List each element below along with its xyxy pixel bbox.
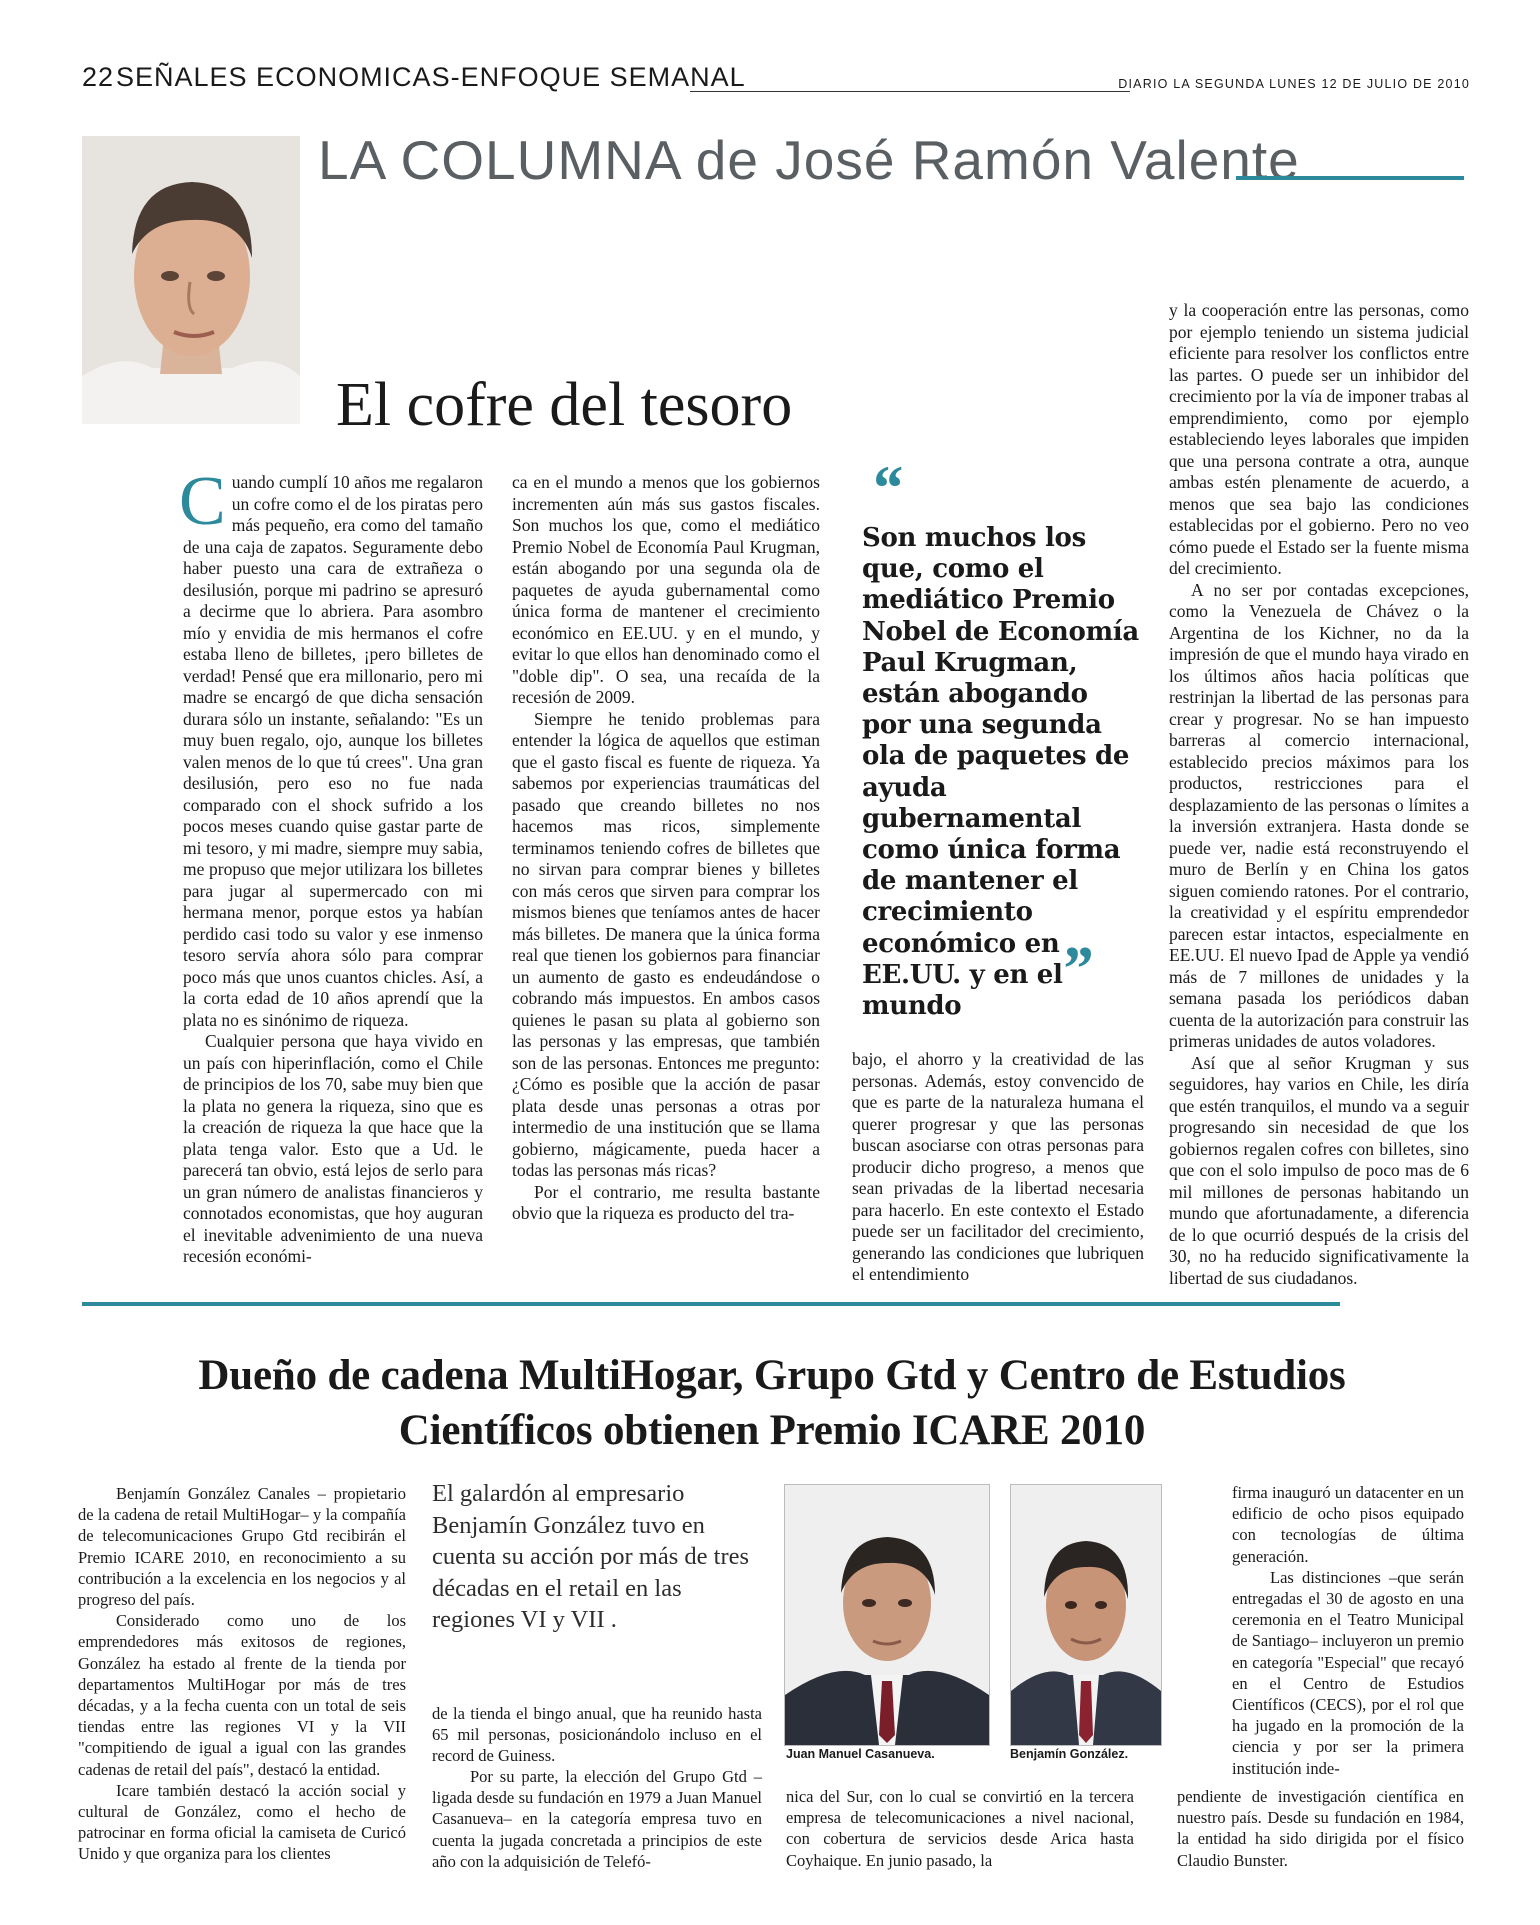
paragraph: Cualquier persona que haya vivido en un país con hiperinflación, como el Chile de principios de los 70, sabe muy bien que la plata no genera la riqueza, sino que es la creación de riqueza la que hace que la plata tenga valor. Esto que a Ud. le parecerá tan obvio, está lejos de serlo para un gran número de analistas financieros y connotados economistas, que hoy auguran el inevitable advenimiento de una nueva recesión económi-: [183, 1031, 483, 1266]
column-title-rule: [1236, 176, 1464, 180]
section-title: SEÑALES ECONOMICAS-ENFOQUE SEMANAL: [116, 62, 746, 92]
article-headline: El cofre del tesoro: [336, 371, 793, 439]
story2-column-4: [1232, 1482, 1464, 1779]
quote-close-mark: ”: [1060, 933, 1092, 1004]
author-photo: [82, 136, 300, 424]
story2-column-2b: [432, 1766, 762, 1872]
page-number: 22: [82, 62, 115, 92]
paragraph: firma inauguró un datacenter en un edificio de ocho pisos equipado con tecnologías de última generación.: [1232, 1483, 1464, 1566]
gonzalez-photo: [1010, 1484, 1162, 1746]
publication-date: DIARIO LA SEGUNDA LUNES 12 DE JULIO DE 2010: [1118, 77, 1470, 91]
article-column-4: [1169, 300, 1469, 1289]
paragraph: pendiente de investigación científica en nuestro país. Desde su fundación en 1984, la entidad ha sido dirigida por el físico Claudio Bunster.: [1177, 1787, 1464, 1870]
paragraph: Así que al señor Krugman y sus seguidores, hay varios en Chile, les diría que estén tranquilos, el mundo va a seguir progresando sin necesidad de que los gobiernos regalen cofres con billetes, sino que con el solo impulso de poco mas de 6 mil millones de personas habitando un mundo que afortunadamente, a diferencia de lo que ocurrió después de la crisis del 30, no ha reducido significativamente la libertad de sus ciudadanos.: [1169, 1052, 1469, 1288]
photo-caption: Benjamín González.: [1010, 1747, 1129, 1761]
article-column-3: [852, 1049, 1144, 1286]
pull-quote: Son muchos los que, como el mediático Premio Nobel de Economía Paul Krugman, están abogando por una segunda ola de paquetes de ayuda gubernamental como única forma de mantener el crecimiento económico en EE.UU. y en el mundo: [862, 523, 1139, 1022]
paragraph: nica del Sur, con lo cual se convirtió en la tercera empresa de telecomunicaciones a nivel nacional, con cobertura de servicios desde Arica hasta Coyhaique. En junio pasado, la: [786, 1787, 1134, 1870]
paragraph: Icare también destacó la acción social y cultural de González, como el hecho de patrocinar en forma oficial la camiseta de Curicó Unido y que organiza para los clientes: [78, 1780, 406, 1864]
story2-column-2: [432, 1703, 762, 1767]
headline-line: Científicos obtienen Premio ICARE 2010: [398, 1407, 1146, 1454]
quote-open-mark: “: [870, 452, 902, 523]
paragraph: y la cooperación entre las personas, como por ejemplo teniendo un sistema judicial eficiente para resolver los conflictos entre las partes. O puede ser un inhibidor del crecimiento por la vía de imponer trabas al emprendimiento, como por ejemplo estableciendo leyes laborales que impiden que una persona contrate a otra, aunque ambas estén plenamente de acuerdo, a menos que sea bajo las condiciones establecidas por el gobierno. Pero no veo cómo puede el Estado ser la fuente misma del crecimiento.: [1169, 300, 1469, 578]
article-column-2: [512, 472, 820, 1225]
column-title: LA COLUMNA de José Ramón Valente: [318, 129, 1300, 191]
paragraph: Benjamín González Canales – propietario de la cadena de retail MultiHogar– y la compañía de telecomunicaciones Grupo Gtd recibirán el Premio ICARE 2010, en reconocimiento a su contribución a la excelencia en los negocios y al progreso del país.: [78, 1484, 406, 1610]
story2-column-4b: [1177, 1786, 1464, 1871]
paragraph: Cuando cumplí 10 años me regalaron un cofre como el de los piratas pero más pequeño, era como del tamaño de una caja de zapatos. Seguramente debo haber puesto una cara de extrañeza o desilusión, porque mi padrino se apresuró a decirme que lo abriera. Para asombro mío y envidia de mis hermanos el cofre estaba lleno de billetes, ¡pero billetes de verdad! Pensé que era millonario, pero mi madre se encargó de que dicha sensación durara sólo un instante, señalando: "Es un muy buen regalo, ojo, aunque los billetes valen menos de lo que tú crees". Una gran desilusión, pero eso no fue nada comparado con el shock sufrido a los pocos meses cuando quise gastar parte de mi tesoro, y mi madre, siempre muy sabia, me propuso que mejor utilizara los billetes para jugar al supermercado con mi hermana menor, porque estos ya habían perdido casi todo su valor y ese inmenso tesoro servía ahora sólo para comprar poco más que unos cuantos chicles. Así, a la corta edad de 10 años aprendí que la plata no es sinónimo de riqueza.: [179, 463, 483, 1030]
paragraph: Las distinciones –que serán entregadas el 30 de agosto en una ceremonia en el Teatro Municipal de Santiago– incluyeron un premio en categoría "Especial" que recayó en el Centro de Estudios Científicos (CECS), por el rol que ha jugado en la promoción de la ciencia y por ser la primera institución inde-: [1232, 1567, 1464, 1778]
paragraph: Siempre he tenido problemas para entender la lógica de aquellos que estiman que el gasto fiscal es fuente de riqueza. Ya sabemos por experiencias traumáticas del pasado que creando billetes no nos hacemos mas ricos, simplemente terminamos teniendo cofres de billetes que no sirvan para comprar bienes y billetes con más ceros que sirven para comprar los mismos bienes que teníamos antes de hacer más billetes. De manera que la única forma real que tienen los gobiernos para financiar un aumento de gasto es endeudándose o cobrando más impuestos. En ambos casos quienes le pasan su plata al gobierno son las personas y las empresas, que también son de las personas. Entonces me pregunto: ¿Cómo es posible que la acción de pasar plata desde unas personas a otras por intermedio de una institución que se llama gobierno, mágicamente, pueda hacer a todas las personas más ricas?: [512, 708, 820, 1180]
drop-cap: C: [179, 463, 226, 540]
article-column-1: [179, 463, 483, 1268]
paragraph: bajo, el ahorro y la creatividad de las personas. Además, estoy convencido de que es parte de la naturaleza humana el querer progresar y que las personas buscan asociarse con otras personas para producir dicho progreso, a menos que sean privadas de la libertad necesaria para hacerlo. En este contexto el Estado puede ser un facilitador del crecimiento, generando las condiciones que lubriquen el entendimiento: [852, 1049, 1144, 1284]
header-rule: [690, 91, 1130, 92]
paragraph: de la tienda el bingo anual, que ha reunido hasta 65 mil personas, posicionándolo incluso en el record de Guiness.: [432, 1704, 762, 1766]
photo-caption: Juan Manuel Casanueva.: [786, 1747, 935, 1761]
headline-line: Dueño de cadena MultiHogar, Grupo Gtd y Centro de Estudios: [198, 1352, 1346, 1399]
paragraph: Considerado como uno de los emprendedores más exitosos de regiones, González ha estado al frente de la tienda por departamentos MultiHogar por más de tres décadas, y a la fecha cuenta con un total de seis tiendas entre las regiones VI y la VII "compitiendo de igual a igual con las grandes cadenas de retail del país", destacó la entidad.: [78, 1611, 406, 1779]
paragraph: ca en el mundo a menos que los gobiernos incrementen aún más sus gastos fiscales. Son muchos los que, como el mediático Premio Nobel de Economía Paul Krugman, están abogando por una segunda ola de paquetes de ayuda gubernamental como única forma de mantener el crecimiento económico en EE.UU. y en el mundo, y evitar lo que ellos han denominado como el "doble dip". O sea, una recaída de la recesión de 2009.: [512, 472, 820, 707]
paragraph: A no ser por contadas excepciones, como la Venezuela de Chávez o la Argentina de los Kichner, no da la impresión de que el mundo haya virado en los últimos años hacia políticas que restrinjan la libertad de las personas para crear y progresar. No se han impuesto barreras al comercio internacional, establecido precios máximos para los productos, restricciones para el desplazamiento de las personas o límites a la inversión extranjera. Hasta donde se puede ver, nadie está reconstruyendo el muro de Berlín y en China los gatos siguen comiendo ratones. Por el contrario, la creatividad y el espíritu emprendedor parecen estar intactos, especialmente en EE.UU. El nuevo Ipad de Apple ya vendió más de 7 millones de unidades y la semana pasada los periódicos daban cuenta de la autorización para construir las primeras unidades de autos voladores.: [1169, 579, 1469, 1051]
story2-headline: [82, 1348, 1462, 1458]
casanueva-photo: [784, 1484, 990, 1746]
story2-deck: El galardón al empresario Benjamín González tuvo en cuenta su acción por más de tres décadas en el retail en las regiones VI y VII .: [432, 1480, 750, 1633]
paragraph: Por su parte, la elección del Grupo Gtd –ligada desde su fundación en 1979 a Juan Manuel Casanueva– en la categoría empresa tuvo en cuenta la jugada concretada a principios de este año con la adquisición de Telefó-: [432, 1767, 762, 1871]
section-divider: [82, 1302, 1340, 1306]
story2-column-3: [786, 1786, 1134, 1871]
story2-column-1: [78, 1483, 406, 1865]
paragraph: Por el contrario, me resulta bastante obvio que la riqueza es producto del tra-: [512, 1181, 820, 1223]
